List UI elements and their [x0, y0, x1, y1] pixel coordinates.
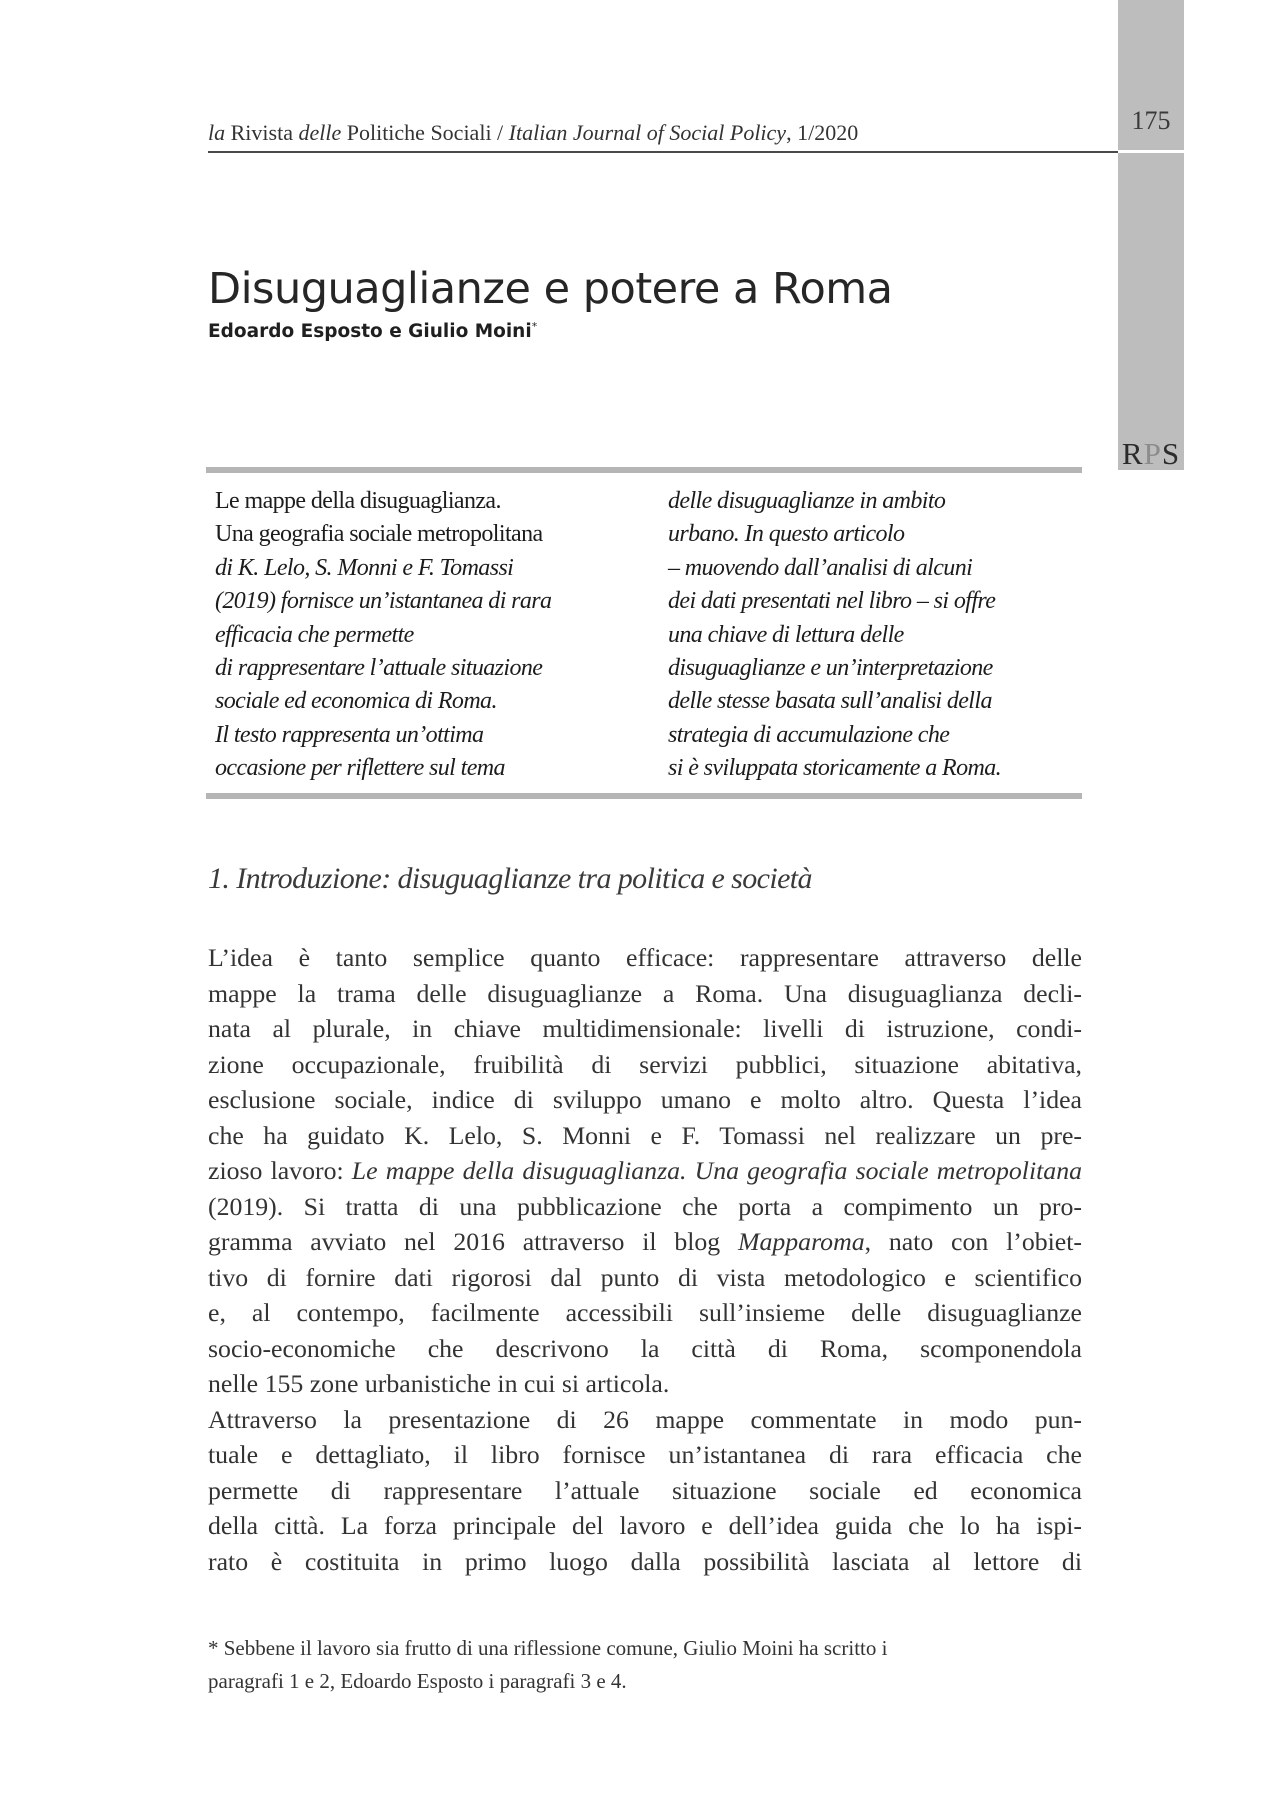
abstract-line: strategia di accumulazione che: [668, 721, 950, 748]
abstract-line: delle disuguaglianze in ambito: [668, 488, 946, 514]
footnote-line: paragrafi 1 e 2, Edoardo Esposto i paragrafi 3 e 4.: [208, 1669, 627, 1693]
running-head-rivista: Rivista: [225, 120, 299, 145]
text-line: tivo di fornire dati rigorosi dal punto di vista metodologico e scientifico: [208, 1262, 1082, 1292]
text-line: che ha guidato K. Lelo, S. Monni e F. Tomassi nel realizzare un pre-: [208, 1120, 1082, 1150]
text-line: permette di rappresentare l’attuale situazione sociale ed economica: [208, 1475, 1082, 1505]
body-text: [208, 940, 1082, 1579]
text-line: Attraverso la presentazione di 26 mappe commentate in modo pun-: [208, 1404, 1082, 1434]
running-head-journal: Italian Journal of Social Policy: [508, 120, 787, 145]
running-head-issue: , 1/2020: [786, 120, 859, 145]
abstract-line: urbano. In questo articolo: [668, 521, 905, 548]
abstract-line: di K. Lelo, S. Monni e F. Tomassi: [215, 554, 514, 581]
footnote-line: * Sebbene il lavoro sia frutto di una riflessione comune, Giulio Moini ha scritto i: [208, 1636, 888, 1660]
abstract-line: di rappresentare l’attuale situazione: [215, 655, 543, 682]
blog-name: Mapparoma: [738, 1227, 865, 1256]
text-line: zione occupazionale, fruibilità di servizi pubblici, situazione abitativa,: [208, 1049, 1082, 1079]
abstract-line: una chiave di lettura delle: [668, 621, 904, 648]
text-line: L’idea è tanto semplice quanto efficace: rappresentare attraverso delle: [208, 943, 1082, 972]
text-segment: zioso lavoro:: [208, 1156, 352, 1185]
abstract-right-column: [668, 485, 1001, 786]
abstract-line: disuguaglianze e un’interpretazione: [668, 655, 993, 682]
abstract-line: si è sviluppata storicamente a Roma.: [668, 755, 1002, 782]
abstract-line: occasione per riflettere sul tema: [215, 755, 505, 782]
header-rule: [208, 151, 1118, 153]
text-line: rato è costituita in primo luogo dalla possibilità lasciata al lettore di: [208, 1546, 1082, 1576]
author-footnote-marker: *: [531, 320, 538, 333]
text-line: esclusione sociale, indice di sviluppo umano e molto altro. Questa l’idea: [208, 1085, 1082, 1114]
abstract-line: sociale ed economica di Roma.: [215, 688, 497, 715]
abstract-line: efficacia che permette: [215, 621, 414, 648]
side-tab: [1118, 0, 1184, 470]
text-line: e, al contempo, facilmente accessibili sull’insieme delle disuguaglianze: [208, 1298, 1082, 1327]
abstract-top-rule: [206, 467, 1082, 473]
text-segment: , nato con l’obiet-: [864, 1227, 1083, 1256]
text-line: tuale e dettagliato, il libro fornisce un’istantanea di rara efficacia che: [208, 1440, 1082, 1469]
authors: [208, 320, 537, 342]
footnote: [208, 1632, 1082, 1698]
book-title: Le mappe della disuguaglianza. Una geografia sociale metropolitana: [351, 1156, 1083, 1185]
article-title: Disuguaglianze e potere a Roma: [208, 264, 893, 314]
text-line: (2019). Si tratta di una pubblicazione che porta a compimento un pro-: [208, 1191, 1082, 1221]
text-line: [208, 1224, 1082, 1260]
running-head-delle: delle: [298, 120, 342, 145]
rps-logo-s: S: [1161, 436, 1181, 471]
abstract-line: (2019) fornisce un’istantanea di rara: [215, 588, 552, 615]
abstract-line: Una geografia sociale metropolitana: [215, 521, 543, 548]
abstract-line: – muovendo dall’analisi di alcuni: [668, 554, 973, 581]
author-names: Edoardo Esposto e Giulio Moini: [208, 321, 532, 343]
text-line: [208, 1153, 1082, 1189]
running-head-la: la: [208, 120, 226, 145]
tab-divider: [1118, 150, 1184, 153]
text-line: nelle 155 zone urbanistiche in cui si articola.: [208, 1369, 670, 1398]
abstract-line: dei dati presentati nel libro – si offre: [668, 588, 996, 615]
rps-logo-p: P: [1143, 436, 1162, 471]
text-line: nata al plurale, in chiave multidimensionale: livelli di istruzione, condi-: [208, 1014, 1082, 1043]
abstract-line: delle stesse basata sull’analisi della: [668, 688, 992, 715]
running-head: [208, 120, 858, 146]
text-segment: gramma avviato nel 2016 attraverso il blog: [208, 1227, 738, 1256]
abstract-bottom-rule: [206, 793, 1082, 799]
rps-logo: [1118, 436, 1184, 472]
text-line: mappe la trama delle disuguaglianze a Roma. Una disuguaglianza decli-: [208, 978, 1082, 1008]
text-line: della città. La forza principale del lavoro e dell’idea guida che lo ha ispi-: [208, 1511, 1082, 1540]
abstract-line: Il testo rappresenta un’ottima: [215, 721, 484, 748]
page-number: 175: [1131, 106, 1171, 135]
abstract-left-column: [215, 485, 551, 786]
abstract-line: Le mappe della disuguaglianza.: [215, 488, 501, 514]
section-heading: 1. Introduzione: disuguaglianze tra politica e società: [208, 862, 812, 895]
running-head-politiche: Politiche Sociali /: [341, 120, 509, 145]
text-line: socio-economiche che descrivono la città di Roma, scomponendola: [208, 1333, 1082, 1363]
rps-logo-r: R: [1121, 436, 1144, 471]
